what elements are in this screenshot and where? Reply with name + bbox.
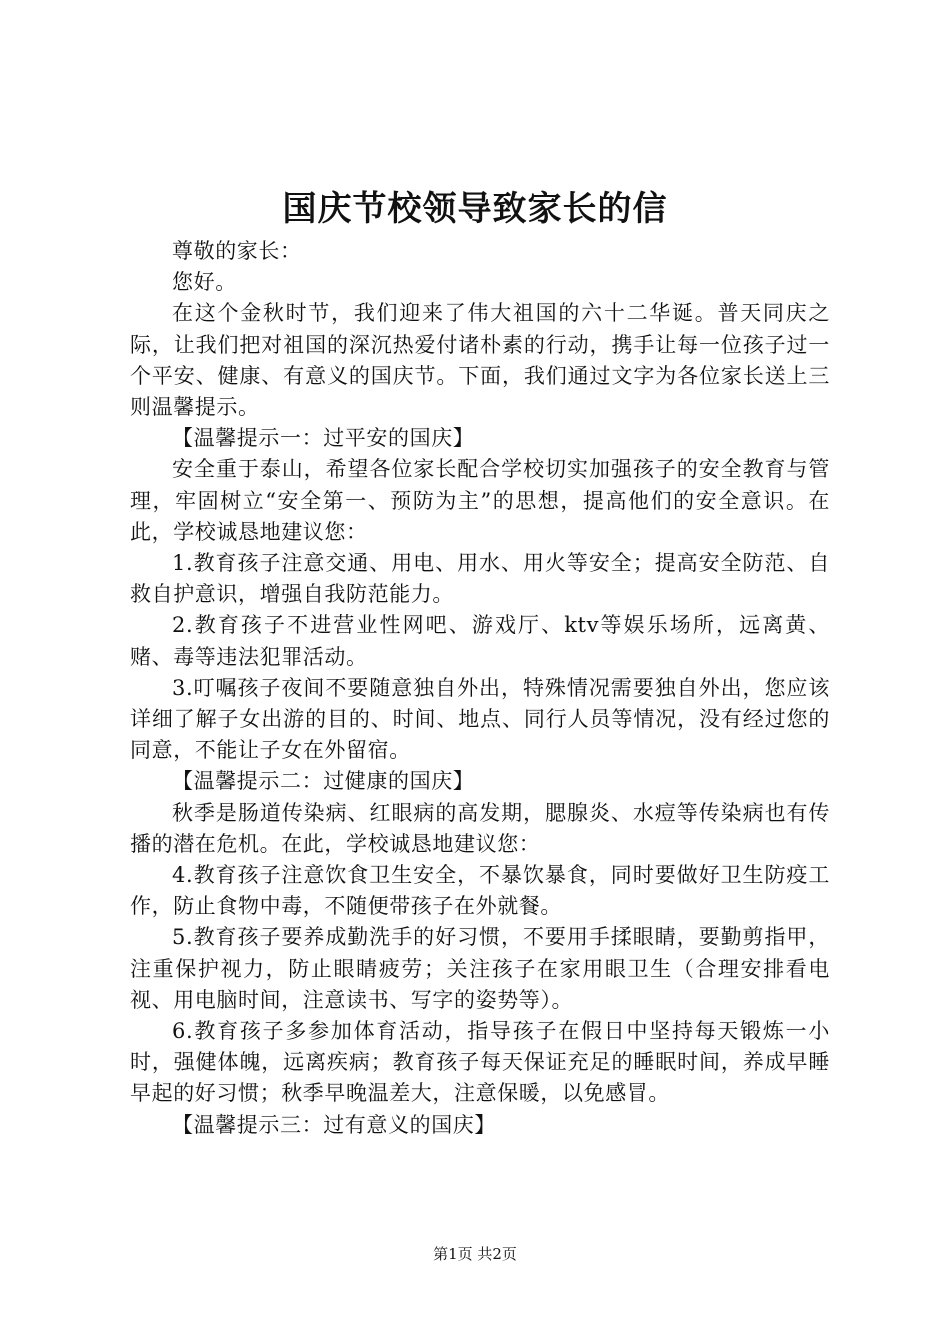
list-item: 1.教育孩子注意交通、用电、用水、用火等安全；提高安全防范、自救自护意识，增强自我防范能力。 xyxy=(130,551,830,607)
tip-heading-2: 【温馨提示二：过健康的国庆】 xyxy=(172,769,475,794)
list-item: 4.教育孩子注意饮食卫生安全，不暴饮暴食，同时要做好卫生防疫工作，防止食物中毒，不随便带孩子在外就餐。 xyxy=(130,863,830,919)
intro-paragraph: 在这个金秋时节，我们迎来了伟大祖国的六十二华诞。普天同庆之际，让我们把对祖国的深沉热爱付诸朴素的行动，携手让每一位孩子过一个平安、健康、有意义的国庆节。下面，我们通过文字为各位家长送上三则温馨提示。 xyxy=(130,301,830,420)
tip-heading-1: 【温馨提示一：过平安的国庆】 xyxy=(172,426,475,451)
page-footer: 第1页 共2页 xyxy=(433,1245,517,1263)
paragraph: 安全重于泰山，希望各位家长配合学校切实加强孩子的安全教育与管理，牢固树立“安全第一、预防为主”的思想，提高他们的安全意识。在此，学校诚恳地建议您： xyxy=(130,457,830,544)
document-title: 国庆节校领导致家长的信 xyxy=(282,189,668,229)
greeting: 您好。 xyxy=(172,270,237,295)
salutation: 尊敬的家长： xyxy=(172,239,302,263)
list-item: 5.教育孩子要养成勤洗手的好习惯，不要用手揉眼睛，要勤剪指甲，注重保护视力，防止眼睛疲劳；关注孩子在家用眼卫生（合理安排看电视、用电脑时间，注意读书、写字的姿势等）。 xyxy=(130,925,830,1012)
list-item: 2.教育孩子不进营业性网吧、游戏厅、ktv等娱乐场所，远离黄、赌、毒等违法犯罪活动。 xyxy=(130,613,830,669)
list-item: 6.教育孩子多参加体育活动，指导孩子在假日中坚持每天锻炼一小时，强健体魄，远离疾病；教育孩子每天保证充足的睡眠时间，养成早睡早起的好习惯；秋季早晚温差大，注意保暖，以免感冒。 xyxy=(130,1019,830,1106)
paragraph: 秋季是肠道传染病、红眼病的高发期，腮腺炎、水痘等传染病也有传播的潜在危机。在此，学校诚恳地建议您： xyxy=(130,800,830,856)
tip-heading-3: 【温馨提示三：过有意义的国庆】 xyxy=(172,1112,496,1137)
list-item: 3.叮嘱孩子夜间不要随意独自外出，特殊情况需要独自外出，您应该详细了解子女出游的目的、时间、地点、同行人员等情况，没有经过您的同意，不能让子女在外留宿。 xyxy=(130,675,830,763)
letter-body xyxy=(130,236,830,1141)
